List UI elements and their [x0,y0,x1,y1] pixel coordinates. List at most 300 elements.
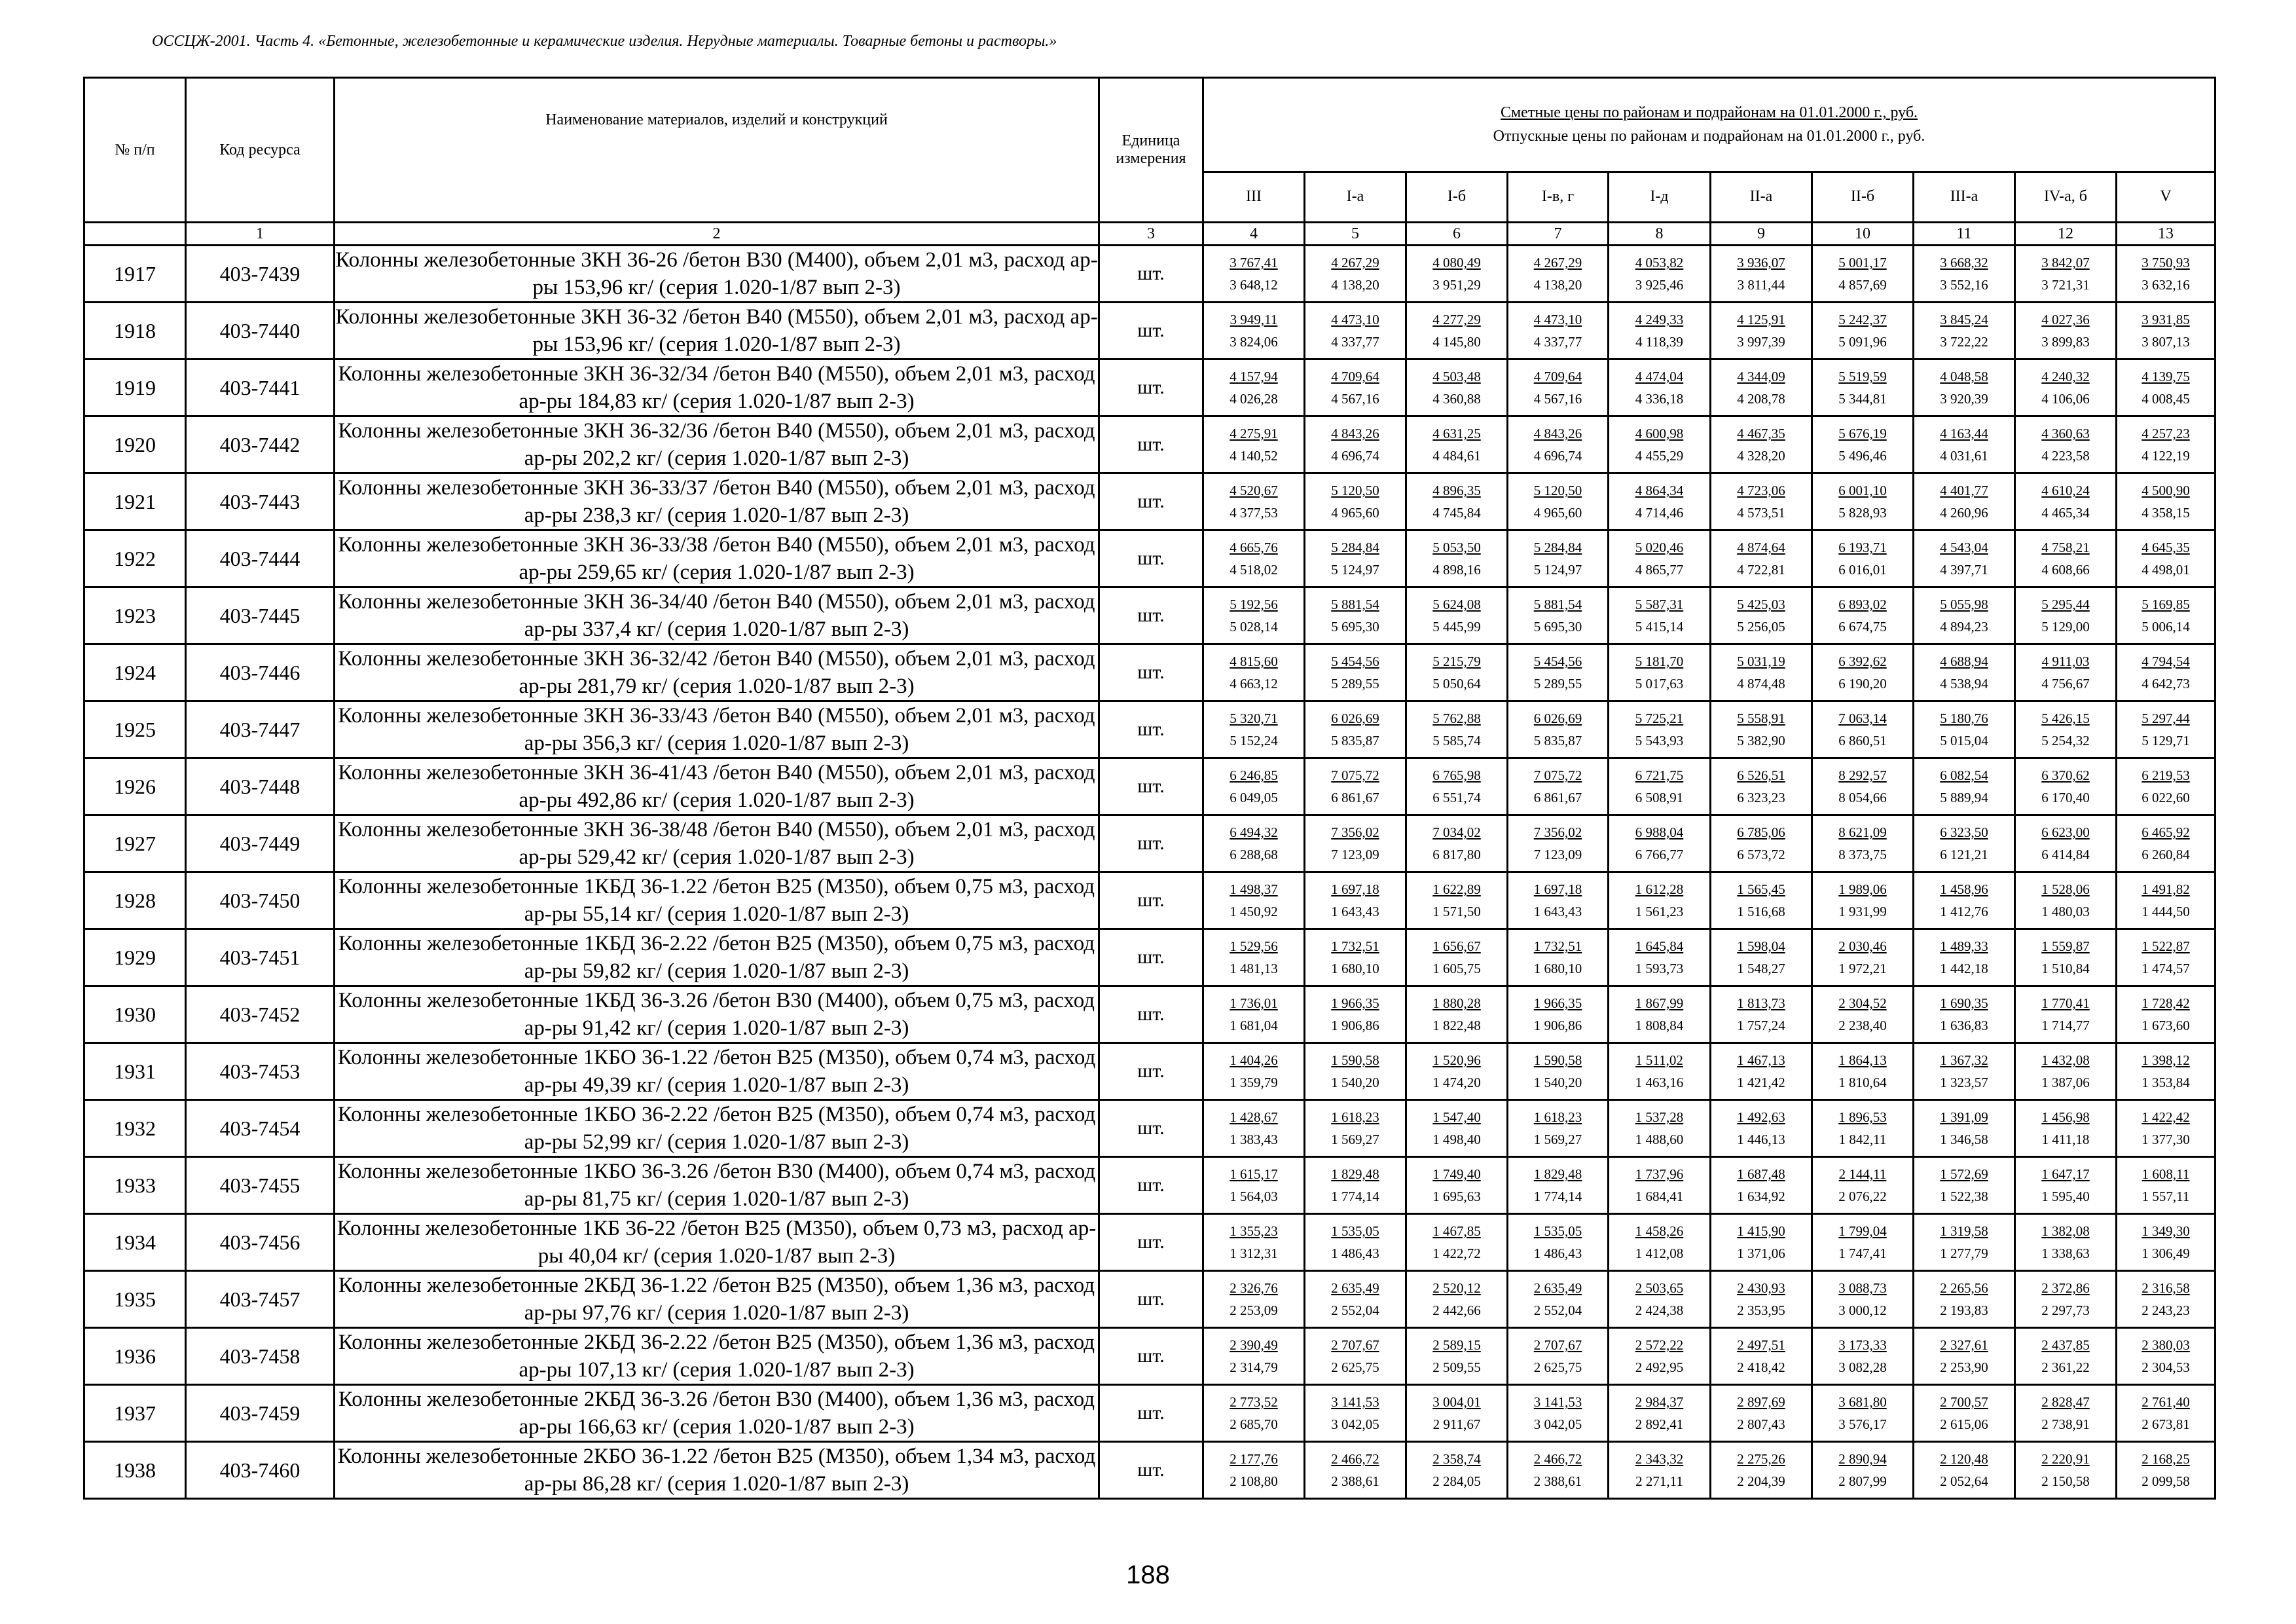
price-cell [2015,246,2117,303]
estimate-price: 6 219,53 [2141,767,2190,783]
estimate-price: 5 242,37 [1838,312,1887,327]
price-cell [1812,1328,1914,1385]
resource-code: 403-7442 [186,416,335,473]
price-cell [1914,1442,2015,1499]
release-price: 5 835,87 [1533,733,1582,748]
release-price: 5 445,99 [1432,619,1481,635]
release-price: 3 632,16 [2141,277,2190,293]
estimate-price: 1 615,17 [1230,1166,1278,1182]
price-cell [1812,1043,1914,1100]
estimate-price: 3 141,53 [1331,1394,1379,1410]
resource-code: 403-7448 [186,758,335,815]
estimate-price: 1 415,90 [1737,1223,1785,1239]
price-cell [1305,1385,1406,1442]
estimate-price: 6 893,02 [1838,597,1887,612]
price-cell [1406,701,1508,758]
release-price: 1 383,43 [1230,1132,1278,1147]
estimate-price: 4 401,77 [1940,483,1988,498]
price-cell [2015,587,2117,644]
estimate-price: 6 082,54 [1940,767,1988,783]
release-price: 6 016,01 [1838,562,1887,578]
release-price: 5 006,14 [2141,619,2190,635]
price-cell [1914,701,2015,758]
release-price: 6 766,77 [1635,847,1684,862]
resource-code: 403-7455 [186,1157,335,1214]
price-cell [1711,1328,1812,1385]
estimate-price: 5 192,56 [1230,597,1278,612]
price-cell [1305,815,1406,872]
price-cell [1508,1100,1609,1157]
estimate-price: 1 456,98 [2041,1109,2090,1125]
estimate-price: 5 725,21 [1635,710,1684,726]
price-cell [1711,530,1812,587]
estimate-price: 4 473,10 [1331,312,1379,327]
estimate-price: 5 180,76 [1940,710,1988,726]
estimate-price: 1 458,96 [1940,881,1988,897]
release-price: 2 243,23 [2141,1302,2190,1318]
price-cell [1812,1100,1914,1157]
prices-title-estimate: Сметные цены по районам и подрайонам на 01.01.2000 г., руб. [1500,104,1918,122]
release-price: 1 569,27 [1533,1132,1582,1147]
release-price: 4 714,46 [1635,505,1684,521]
estimate-price: 5 425,03 [1737,597,1785,612]
estimate-price: 1 498,37 [1230,881,1278,897]
release-price: 1 808,84 [1635,1018,1684,1033]
column-number: 5 [1305,223,1406,246]
release-price: 1 595,40 [2041,1189,2090,1204]
price-cell [1305,1157,1406,1214]
prices-title-release: Отпускные цены по районам и подрайонам на 01.01.2000 г., руб. [1493,128,1925,145]
release-price: 2 673,81 [2141,1416,2190,1432]
unit: шт. [1099,815,1203,872]
estimate-price: 2 466,72 [1331,1451,1379,1467]
price-cell [2015,1100,2117,1157]
release-price: 4 642,73 [2141,676,2190,692]
price-cell [1711,416,1812,473]
estimate-price: 1 349,30 [2141,1223,2190,1239]
price-cell [1305,1214,1406,1271]
estimate-price: 1 690,35 [1940,995,1988,1011]
price-cell [1711,872,1812,929]
price-cell [1508,1214,1609,1271]
estimate-price: 1 687,48 [1737,1166,1785,1182]
release-price: 1 571,50 [1432,904,1481,919]
resource-code: 403-7452 [186,986,335,1043]
release-price: 5 129,00 [2041,619,2090,635]
estimate-price: 1 398,12 [2141,1052,2190,1068]
price-cell [1914,303,2015,360]
running-header: ОССЦЖ-2001. Часть 4. «Бетонные, железобетонные и керамические изделия. Нерудные материалы. Товарные бетоны и растворы.» [152,33,1057,50]
estimate-price: 3 949,11 [1230,312,1278,327]
estimate-price: 2 466,72 [1533,1451,1582,1467]
estimate-price: 7 034,02 [1432,824,1481,840]
price-cell [1406,1043,1508,1100]
price-cell [1203,929,1305,986]
price-cell [1203,872,1305,929]
item-name: Колонны железобетонные 1КБО 36-1.22 /бетон В25 (М350), объем 0,74 м3, расход ар-ры 49,39 кг/ (серия 1.020-1/87 вып 2-3) [335,1043,1099,1100]
estimate-price: 1 511,02 [1635,1052,1683,1068]
estimate-price: 5 881,54 [1533,597,1582,612]
estimate-price: 1 598,04 [1737,938,1785,954]
price-cell [1609,758,1711,815]
row-number: 1935 [84,1271,186,1328]
price-cell [1914,1043,2015,1100]
resource-code: 403-7446 [186,644,335,701]
release-price: 2 297,73 [2041,1302,2090,1318]
price-cell [1508,246,1609,303]
column-number: 6 [1406,223,1508,246]
price-cell [1203,303,1305,360]
price-cell [1508,815,1609,872]
estimate-price: 7 356,02 [1331,824,1379,840]
release-price: 3 951,29 [1432,277,1481,293]
release-price: 6 674,75 [1838,619,1887,635]
release-price: 4 138,20 [1533,277,1582,293]
release-price: 5 129,71 [2141,733,2190,748]
release-price: 1 757,24 [1737,1018,1785,1033]
release-price: 6 508,91 [1635,790,1684,805]
resource-code: 403-7451 [186,929,335,986]
estimate-price: 3 750,93 [2141,255,2190,270]
estimate-price: 1 799,04 [1838,1223,1887,1239]
price-cell [1203,587,1305,644]
estimate-price: 1 367,32 [1940,1052,1988,1068]
price-cell [1203,360,1305,416]
estimate-price: 1 428,67 [1230,1109,1278,1125]
item-name: Колонны железобетонные 1КБД 36-3.26 /бетон В30 (М400), объем 0,75 м3, расход ар-ры 91,42 кг/ (серия 1.020-1/87 вып 2-3) [335,986,1099,1043]
row-number: 1930 [84,986,186,1043]
price-cell [1508,986,1609,1043]
release-price: 6 551,74 [1432,790,1481,805]
estimate-price: 5 762,88 [1432,710,1481,726]
release-price: 4 397,71 [1940,562,1988,578]
estimate-price: 1 319,58 [1940,1223,1988,1239]
item-name: Колонны железобетонные 1КБО 36-2.22 /бетон В25 (М350), объем 0,74 м3, расход ар-ры 52,99 кг/ (серия 1.020-1/87 вып 2-3) [335,1100,1099,1157]
price-cell [1711,473,1812,530]
release-price: 1 481,13 [1230,961,1278,976]
header-np: № п/п [84,78,186,223]
unit: шт. [1099,1100,1203,1157]
price-cell [2015,815,2117,872]
price-cell [1508,929,1609,986]
price-cell [1609,416,1711,473]
price-cell [1711,1043,1812,1100]
release-price: 2 099,58 [2141,1473,2190,1489]
release-price: 4 865,77 [1635,562,1684,578]
estimate-price: 1 422,42 [2141,1109,2190,1125]
estimate-price: 4 474,04 [1635,369,1684,384]
unit: шт. [1099,758,1203,815]
estimate-price: 1 697,18 [1331,881,1379,897]
release-price: 2 738,91 [2041,1416,2090,1432]
row-number: 1928 [84,872,186,929]
release-price: 4 337,77 [1533,334,1582,350]
release-price: 1 643,43 [1533,904,1582,919]
estimate-price: 1 608,11 [2141,1166,2190,1182]
resource-code: 403-7449 [186,815,335,872]
price-cell [1812,815,1914,872]
release-price: 5 124,97 [1533,562,1582,578]
release-price: 5 028,14 [1230,619,1278,635]
price-cell [1203,1271,1305,1328]
release-price: 3 648,12 [1230,277,1278,293]
price-cell [1609,1328,1711,1385]
item-name: Колонны железобетонные 3КН 36-33/43 /бетон В40 (М550), объем 2,01 м3, расход ар-ры 356,3 кг/ (серия 1.020-1/87 вып 2-3) [335,701,1099,758]
release-price: 4 722,81 [1737,562,1785,578]
release-price: 1 684,41 [1635,1189,1684,1204]
release-price: 3 552,16 [1940,277,1988,293]
release-price: 2 509,55 [1432,1359,1481,1375]
price-cell [1406,1100,1508,1157]
price-cell [1609,246,1711,303]
estimate-price: 4 709,64 [1533,369,1582,384]
column-number: 13 [2117,223,2215,246]
price-cell [1406,872,1508,929]
release-price: 1 446,13 [1737,1132,1785,1147]
estimate-price: 6 026,69 [1331,710,1379,726]
estimate-price: 1 489,33 [1940,938,1988,954]
price-cell [2117,986,2215,1043]
estimate-price: 2 897,69 [1737,1394,1785,1410]
release-price: 6 170,40 [2041,790,2090,805]
estimate-price: 1 537,28 [1635,1109,1684,1125]
estimate-price: 5 426,15 [2041,710,2090,726]
release-price: 2 388,61 [1331,1473,1379,1489]
release-price: 2 625,75 [1533,1359,1582,1375]
release-price: 4 756,67 [2041,676,2090,692]
table-row [84,758,2215,815]
release-price: 6 861,67 [1533,790,1582,805]
price-cell [2015,416,2117,473]
row-number: 1920 [84,416,186,473]
price-cell [2117,303,2215,360]
release-price: 4 138,20 [1331,277,1379,293]
estimate-price: 4 610,24 [2041,483,2090,498]
estimate-price: 2 572,22 [1635,1337,1684,1353]
table-row [84,587,2215,644]
release-price: 5 124,97 [1331,562,1379,578]
estimate-price: 3 767,41 [1230,255,1278,270]
price-cell [1812,1442,1914,1499]
release-price: 1 822,48 [1432,1018,1481,1033]
price-cell [2117,416,2215,473]
table-body [84,246,2215,1499]
column-number: 9 [1711,223,1812,246]
resource-code: 403-7453 [186,1043,335,1100]
estimate-price: 2 120,48 [1940,1451,1988,1467]
estimate-price: 5 454,56 [1331,654,1379,669]
estimate-price: 5 284,84 [1533,540,1582,555]
resource-code: 403-7450 [186,872,335,929]
region-header: III-а [1914,172,2015,222]
price-cell [2117,1157,2215,1214]
estimate-price: 8 292,57 [1838,767,1887,783]
release-price: 6 022,60 [2141,790,2190,805]
estimate-price: 3 845,24 [1940,312,1988,327]
release-price: 2 361,22 [2041,1359,2090,1375]
release-price: 2 052,64 [1940,1473,1988,1489]
release-price: 2 271,11 [1635,1473,1683,1489]
release-price: 4 894,23 [1940,619,1988,635]
table-row [84,986,2215,1043]
release-price: 3 576,17 [1838,1416,1887,1432]
estimate-price: 4 257,23 [2141,426,2190,441]
release-price: 5 015,04 [1940,733,1988,748]
estimate-price: 2 390,49 [1230,1337,1278,1353]
estimate-price: 1 559,87 [2041,938,2090,954]
release-price: 1 486,43 [1331,1246,1379,1261]
release-price: 1 540,20 [1331,1075,1379,1090]
row-number: 1938 [84,1442,186,1499]
price-cell [1508,416,1609,473]
estimate-price: 2 275,26 [1737,1451,1785,1467]
release-price: 5 152,24 [1230,733,1278,748]
estimate-price: 6 001,10 [1838,483,1887,498]
release-price: 6 190,20 [1838,676,1887,692]
price-cell [1812,929,1914,986]
estimate-price: 4 688,94 [1940,654,1988,669]
release-price: 4 360,88 [1432,391,1481,407]
estimate-price: 2 589,15 [1432,1337,1481,1353]
price-cell [2015,929,2117,986]
release-price: 1 548,27 [1737,961,1785,976]
price-cell [1508,1157,1609,1214]
price-cell [1711,1157,1812,1214]
table-row [84,701,2215,758]
price-cell [1914,1271,2015,1328]
unit: шт. [1099,303,1203,360]
price-cell [1914,473,2015,530]
estimate-price: 2 635,49 [1533,1280,1582,1296]
price-cell [1305,1442,1406,1499]
price-cell [2117,701,2215,758]
release-price: 1 353,84 [2141,1075,2190,1090]
price-cell [2117,1271,2215,1328]
price-cell [1914,758,2015,815]
release-price: 1 411,18 [2041,1132,2090,1147]
release-price: 1 412,08 [1635,1246,1684,1261]
estimate-price: 2 380,03 [2141,1337,2190,1353]
estimate-price: 5 297,44 [2141,710,2190,726]
release-price: 4 106,06 [2041,391,2090,407]
price-cell [2015,303,2117,360]
estimate-price: 2 520,12 [1432,1280,1481,1296]
release-price: 1 680,10 [1331,961,1379,976]
price-cell [1203,701,1305,758]
estimate-price: 2 372,86 [2041,1280,2090,1296]
release-price: 1 695,63 [1432,1189,1481,1204]
price-cell [1914,1214,2015,1271]
item-name: Колонны железобетонные 3КН 36-33/38 /бетон В40 (М550), объем 2,01 м3, расход ар-ры 259,65 кг/ (серия 1.020-1/87 вып 2-3) [335,530,1099,587]
release-price: 4 223,58 [2041,448,2090,464]
estimate-price: 1 458,26 [1635,1223,1684,1239]
estimate-price: 3 173,33 [1838,1337,1887,1353]
price-cell [1305,986,1406,1043]
release-price: 5 496,46 [1838,448,1887,464]
estimate-price: 1 880,28 [1432,995,1481,1011]
release-price: 1 842,11 [1838,1132,1887,1147]
table-row [84,473,2215,530]
price-cell [2015,1271,2117,1328]
estimate-price: 2 890,94 [1838,1451,1887,1467]
resource-code: 403-7457 [186,1271,335,1328]
estimate-price: 1 867,99 [1635,995,1684,1011]
estimate-price: 3 931,85 [2141,312,2190,327]
header-name: Наименование материалов, изделий и конструкций [335,78,1099,223]
release-price: 4 208,78 [1737,391,1785,407]
release-price: 4 140,52 [1230,448,1278,464]
price-cell [1711,360,1812,416]
price-cell [1609,1214,1711,1271]
item-name: Колонны железобетонные 3КН 36-33/37 /бетон В40 (М550), объем 2,01 м3, расход ар-ры 238,3 кг/ (серия 1.020-1/87 вып 2-3) [335,473,1099,530]
release-price: 4 008,45 [2141,391,2190,407]
estimate-price: 6 392,62 [1838,654,1887,669]
estimate-price: 1 989,06 [1838,881,1887,897]
release-price: 2 418,42 [1737,1359,1785,1375]
header-prices [1203,78,2215,172]
estimate-price: 4 277,29 [1432,312,1481,327]
estimate-price: 1 896,53 [1838,1109,1887,1125]
estimate-price: 1 492,63 [1737,1109,1785,1125]
price-cell [1508,644,1609,701]
release-price: 1 412,76 [1940,904,1988,919]
estimate-price: 1 535,05 [1533,1223,1582,1239]
region-header: II-б [1812,172,1914,222]
estimate-price: 1 520,96 [1432,1052,1481,1068]
resource-code: 403-7440 [186,303,335,360]
price-cell [1508,303,1609,360]
price-cell [1305,1271,1406,1328]
release-price: 4 358,15 [2141,505,2190,521]
price-cell [1305,303,1406,360]
price-cell [1914,929,2015,986]
header-unit: Единица измерения [1099,78,1203,223]
estimate-price: 4 344,09 [1737,369,1785,384]
estimate-price: 1 382,08 [2041,1223,2090,1239]
price-cell [1406,416,1508,473]
price-cell [1914,360,2015,416]
release-price: 1 486,43 [1533,1246,1582,1261]
column-number: 11 [1914,223,2015,246]
estimate-price: 1 622,89 [1432,881,1481,897]
price-cell [2117,473,2215,530]
row-number: 1924 [84,644,186,701]
item-name: Колонны железобетонные 3КН 36-41/43 /бетон В40 (М550), объем 2,01 м3, расход ар-ры 492,86 кг/ (серия 1.020-1/87 вып 2-3) [335,758,1099,815]
price-cell [2117,1214,2215,1271]
unit: шт. [1099,1157,1203,1214]
price-cell [1914,416,2015,473]
item-name: Колонны железобетонные 3КН 36-32/34 /бетон В40 (М550), объем 2,01 м3, расход ар-ры 184,83 кг/ (серия 1.020-1/87 вып 2-3) [335,360,1099,416]
price-cell [1406,986,1508,1043]
estimate-price: 2 497,51 [1737,1337,1785,1353]
estimate-price: 2 168,25 [2141,1451,2190,1467]
price-cell [1203,416,1305,473]
release-price: 1 346,58 [1940,1132,1988,1147]
estimate-price: 4 473,10 [1533,312,1582,327]
estimate-price: 2 761,40 [2141,1394,2190,1410]
release-price: 2 685,70 [1230,1416,1278,1432]
table-row [84,303,2215,360]
price-cell [2117,530,2215,587]
price-cell [1812,530,1914,587]
release-price: 3 899,83 [2041,334,2090,350]
estimate-price: 5 587,31 [1635,597,1684,612]
item-name: Колонны железобетонные 2КБО 36-1.22 /бетон В25 (М350), объем 1,34 м3, расход ар-ры 86,28 кг/ (серия 1.020-1/87 вып 2-3) [335,1442,1099,1499]
row-number: 1927 [84,815,186,872]
estimate-price: 2 828,47 [2041,1394,2090,1410]
price-cell [1609,1271,1711,1328]
price-cell [1609,815,1711,872]
